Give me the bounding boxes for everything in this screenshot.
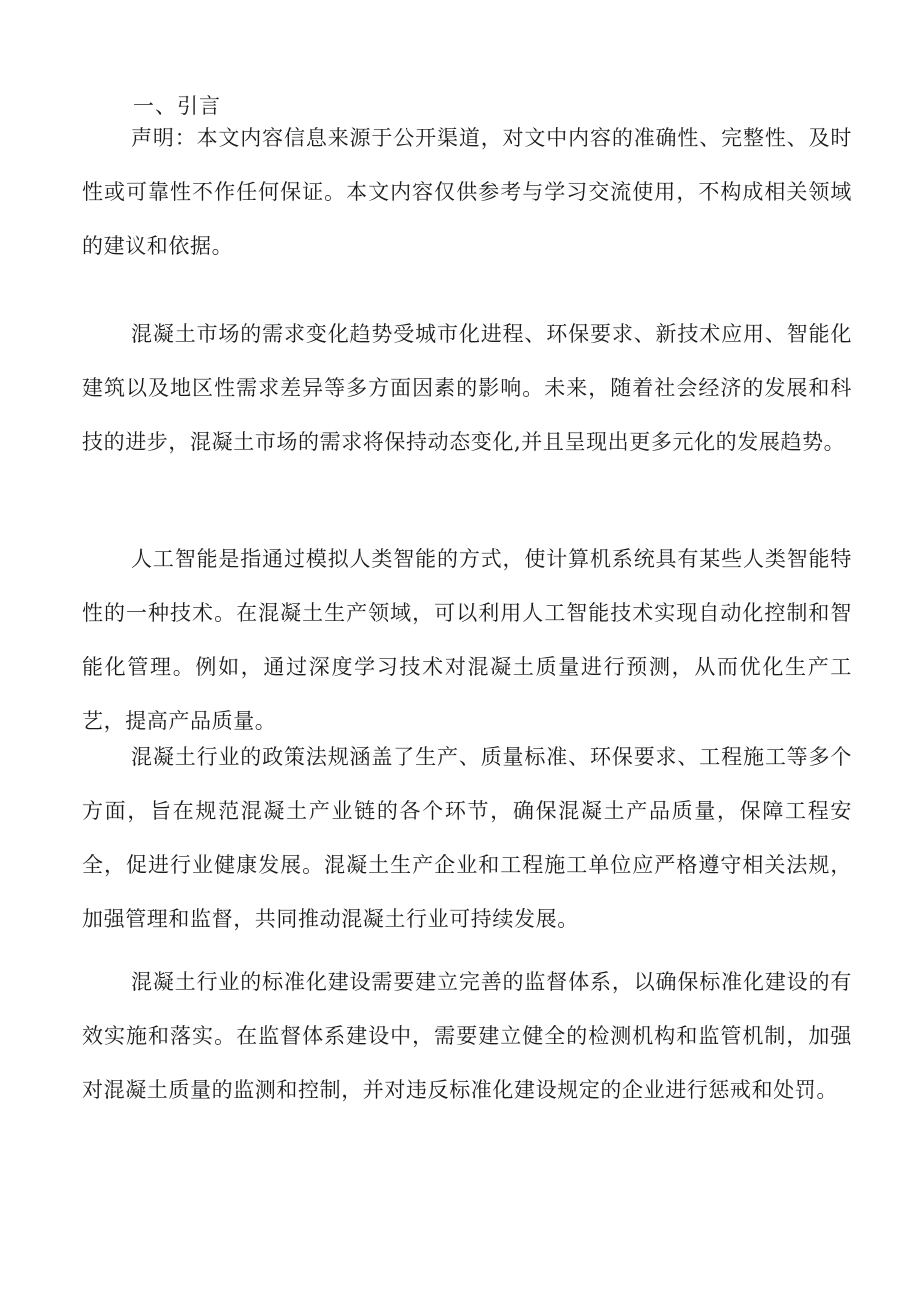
section-heading: 一、引言	[133, 94, 221, 118]
standardization-paragraph: 混凝土行业的标准化建设需要建立完善的监督体系，以确保标准化建设的有效实施和落实。在监督体系建设中，需要建立健全的检测机构和监管机制，加强对混凝土质量的监测和控制，并对违反标准化建设规定的企业进行惩戒和处罚。	[82, 970, 852, 1102]
ai-paragraph: 人工智能是指通过模拟人类智能的方式，使计算机系统具有某些人类智能特性的一种技术。在混凝土生产领域，可以利用人工智能技术实现自动化控制和智能化管理。例如，通过深度学习技术对混凝土质量进行预测，从而优化生产工艺，提高产品质量。	[82, 547, 852, 733]
disclaimer-paragraph: 声明：本文内容信息来源于公开渠道，对文中内容的准确性、完整性、及时性或可靠性不作任何保证。本文内容仅供参考与学习交流使用，不构成相关领域的建议和依据。	[82, 126, 852, 258]
policy-paragraph: 混凝土行业的政策法规涵盖了生产、质量标准、环保要求、工程施工等多个方面，旨在规范混凝土产业链的各个环节，确保混凝土产品质量，保障工程安全，促进行业健康发展。混凝土生产企业和工程施工单位应严格遵守相关法规，加强管理和监督，共同推动混凝土行业可持续发展。	[82, 745, 852, 931]
market-trend-paragraph: 混凝土市场的需求变化趋势受城市化进程、环保要求、新技术应用、智能化建筑以及地区性需求差异等多方面因素的影响。未来，随着社会经济的发展和科技的进步，混凝土市场的需求将保持动态变化,并且呈现出更多元化的发展趋势。	[82, 322, 852, 454]
